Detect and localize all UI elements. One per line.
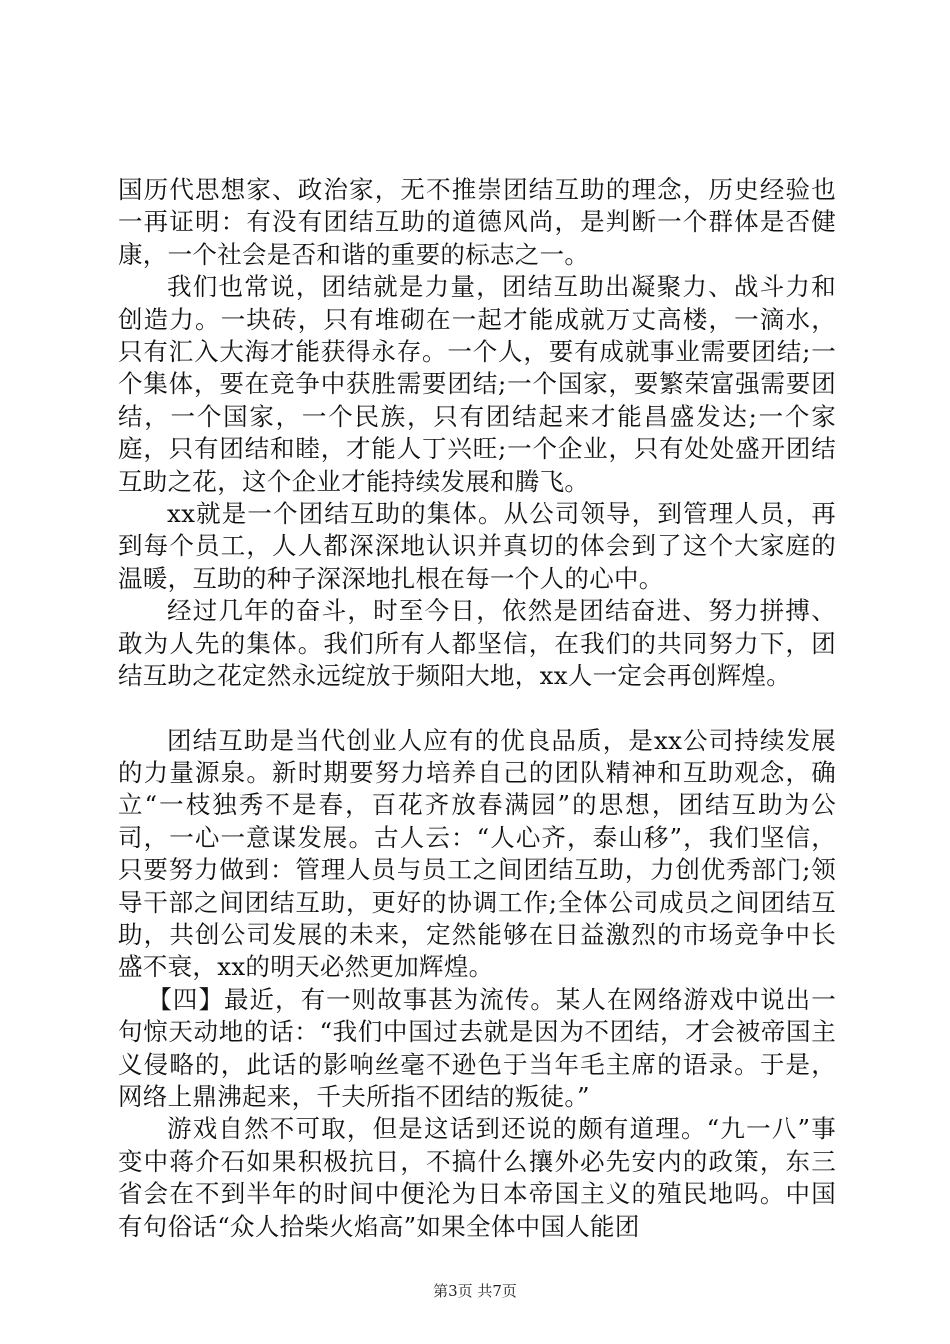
document-body [118,174,836,1243]
paragraph-5: 团结互助是当代创业人应有的优良品质，是xx公司持续发展的力量源泉。新时期要努力培养自己的团队精神和互助观念，确立“一枝独秀不是春，百花齐放春满园”的思想，团结互助为公司，一心一意谋发展。古人云：“人心齐，泰山移”，我们坚信，只要努力做到：管理人员与员工之间团结互助，力创优秀部门;领导干部之间团结互助，更好的协调工作;全体公司成员之间团结互助，共创公司发展的未来，定然能够在日益激烈的市场竞争中长盛不衰，xx的明天必然更加辉煌。 [118,725,836,982]
paragraph-4: 经过几年的奋斗，时至今日，依然是团结奋进、努力拼搏、敢为人先的集体。我们所有人都坚信，在我们的共同努力下，团结互助之花定然永远绽放于频阳大地，xx人一定会再创辉煌。 [118,596,836,691]
paragraph-3: xx就是一个团结互助的集体。从公司领导，到管理人员，再到每个员工，人人都深深地认识并真切的体会到了这个大家庭的温暖，互助的种子深深地扎根在每一个人的心中。 [118,499,836,593]
page-footer: 第3页 共7页 [433,1282,517,1300]
paragraph-2: 我们也常说，团结就是力量，团结互助出凝聚力、战斗力和创造力。一块砖，只有堆砌在一起才能成就万丈高楼，一滴水，只有汇入大海才能获得永存。一个人，要有成就事业需要团结;一个集体，要在竞争中获胜需要团结;一个国家，要繁荣富强需要团结，一个国家，一个民族，只有团结起来才能昌盛发达;一个家庭，只有团结和睦，才能人丁兴旺;一个企业，只有处处盛开团结互助之花，这个企业才能持续发展和腾飞。 [118,272,836,496]
paragraph-spacer [118,693,836,725]
paragraph-6: 【四】最近，有一则故事甚为流传。某人在网络游戏中说出一句惊天动地的话：“我们中国过去就是因为不团结，才会被帝国主义侵略的，此话的影响丝毫不逊色于当年毛主席的语录。于是，网络上鼎沸起来，千夫所指不团结的叛徒。” [118,984,836,1111]
paragraph-7: 游戏自然不可取，但是这话到还说的颇有道理。“九一八”事变中蒋介石如果积极抗日，不搞什么攘外必先安内的政策，东三省会在不到半年的时间中便沦为日本帝国主义的殖民地吗。中国有句俗话“众人拾柴火焰高”如果全体中国人能团 [118,1114,836,1241]
paragraph-1: 国历代思想家、政治家，无不推崇团结互助的理念，历史经验也一再证明：有没有团结互助的道德风尚，是判断一个群体是否健康，一个社会是否和谐的重要的标志之一。 [118,175,836,269]
